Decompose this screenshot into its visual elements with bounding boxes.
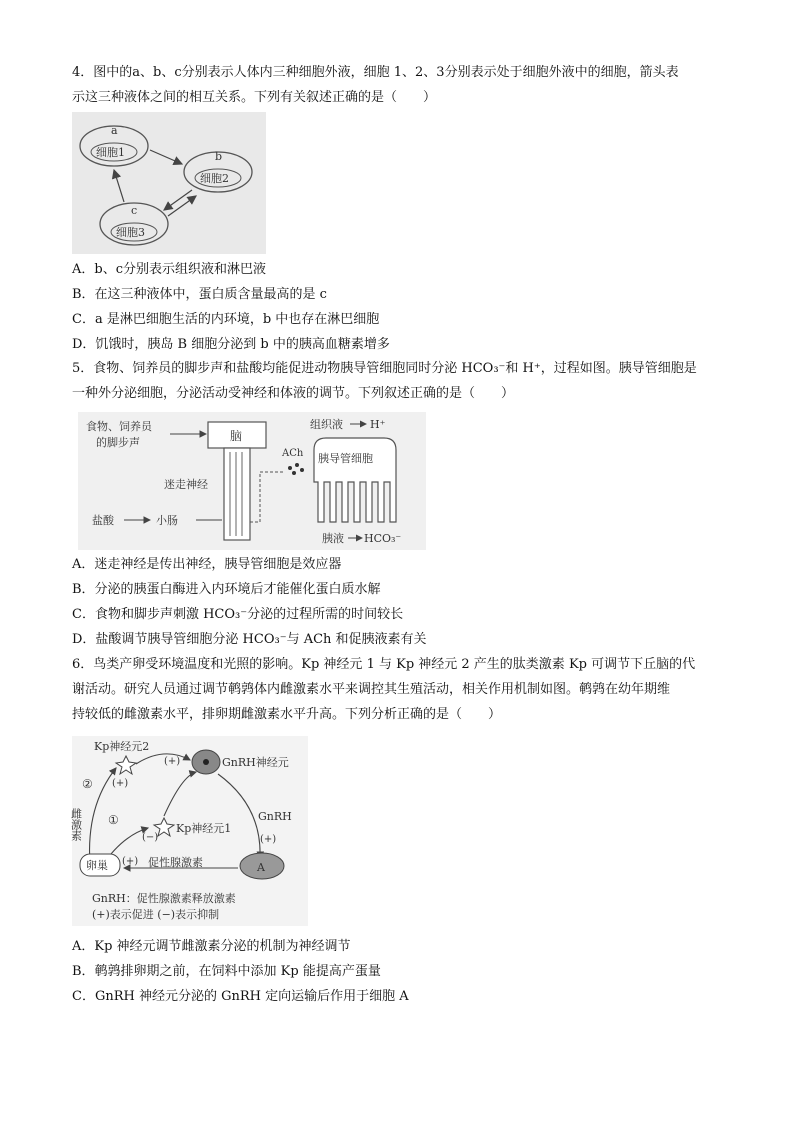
q6-label-estrogen: 雌激素: [69, 808, 83, 841]
q4-stem-line2: 示这三种液体之间的相互关系。下列有关叙述正确的是（ ）: [72, 90, 437, 105]
q4-label-cell3: 细胞3: [116, 226, 145, 239]
q6-stem-line2: 谢活动。研究人员通过调节鹌鹑体内雌激素水平来调控其生殖活动，相关作用机制如图。鹌鹑在幼年期维: [72, 682, 671, 697]
q6-label-gnrh: GnRH: [258, 810, 292, 823]
q5-stem-line1: 5．食物、饲养员的脚步声和盐酸均能促进动物胰导管细胞同时分泌 HCO₃⁻和 H⁺，过程如图。胰导管细胞是: [72, 361, 697, 376]
q6-stem-line1: 6．鸟类产卵受环境温度和光照的影响。Kp 神经元 1 与 Kp 神经元 2 产生的肽类激素 Kp 可调节下丘脑的代: [72, 657, 696, 672]
q5-label-pancreatic-juice: 胰液: [322, 532, 344, 545]
q6-label-a: A: [257, 861, 265, 874]
q5-option-a: A．迷走神经是传出神经，胰导管细胞是效应器: [72, 557, 342, 572]
q4-label-cell1: 细胞1: [96, 146, 125, 159]
q6-plus-kp2: (+): [112, 778, 129, 789]
q6-plus-gnrh: (+): [164, 756, 181, 767]
q6-label-kp1: Kp神经元1: [176, 822, 232, 835]
q6-plus-ovary: (+): [122, 856, 139, 867]
q6-option-a: A．Kp 神经元调节雌激素分泌的机制为神经调节: [72, 939, 351, 954]
q6-circle1: ①: [108, 813, 119, 827]
q4-label-cell2: 细胞2: [200, 172, 229, 185]
q4-figure: [72, 112, 266, 254]
q4-option-a: A．b、c分别表示组织液和淋巴液: [72, 262, 266, 277]
q5-label-duct-cell: 胰导管细胞: [318, 452, 373, 465]
q6-stem-line3: 持较低的雌激素水平，排卵期雌激素水平升高。下列分析正确的是（ ）: [72, 707, 502, 722]
q5-option-c: C．食物和脚步声刺激 HCO₃⁻分泌的过程所需的时间较长: [72, 607, 404, 622]
q4-option-d: D．饥饿时，胰岛 B 细胞分泌到 b 中的胰高血糖素增多: [72, 337, 390, 352]
q5-label-vagus: 迷走神经: [164, 478, 208, 491]
q5-label-tissue-fluid: 组织液: [310, 418, 343, 431]
q4-label-a: a: [111, 124, 118, 137]
q6-label-kp2: Kp神经元2: [94, 740, 150, 753]
q5-label-food-l2: 的脚步声: [96, 436, 140, 449]
q5-option-b: B．分泌的胰蛋白酶进入内环境后才能催化蛋白质水解: [72, 582, 381, 597]
q6-label-gonadotropin: 促性腺激素: [148, 856, 203, 869]
q5-label-ach: ACh: [282, 448, 304, 459]
q6-label-ovary: 卵巢: [86, 859, 108, 872]
q4-stem-line1: 4．图中的a、b、c分别表示人体内三种细胞外液，细胞 1、2、3分别表示处于细胞外液中的细胞，箭头表: [72, 65, 679, 80]
q6-option-b: B．鹌鹑排卵期之前，在饲料中添加 Kp 能提高产蛋量: [72, 964, 381, 979]
q5-label-food-l1: 食物、饲养员: [86, 420, 152, 433]
q4-option-c: C．a 是淋巴细胞生活的内环境，b 中也存在淋巴细胞: [72, 312, 380, 327]
q4-label-c: c: [131, 204, 138, 217]
q6-circle2: ②: [82, 777, 93, 791]
q5-label-hcl: 盐酸: [92, 514, 114, 527]
q6-figure: [69, 736, 308, 926]
q6-minus-kp1: (−): [142, 832, 159, 843]
q4-label-b: b: [215, 150, 223, 163]
q4-option-b: B．在这三种液体中，蛋白质含量最高的是 c: [72, 287, 327, 302]
q5-label-h-ion: H⁺: [370, 418, 386, 431]
q6-note-line1: GnRH：促性腺激素释放激素: [92, 892, 236, 905]
q5-label-intestine: 小肠: [156, 514, 178, 527]
q5-option-d: D．盐酸调节胰导管细胞分泌 HCO₃⁻与 ACh 和促胰液素有关: [72, 632, 427, 647]
q6-label-gnrh-neuron: GnRH神经元: [222, 756, 289, 769]
q5-label-hco3: HCO₃⁻: [364, 532, 402, 545]
q5-label-brain: 脑: [230, 429, 243, 443]
q5-stem-line2: 一种外分泌细胞，分泌活动受神经和体液的调节。下列叙述正确的是（ ）: [72, 386, 515, 401]
q6-option-c: C．GnRH 神经元分泌的 GnRH 定向运输后作用于细胞 A: [72, 989, 409, 1004]
q6-plus-a: (+): [260, 834, 277, 845]
q6-note-line2: (+)表示促进 (−)表示抑制: [92, 908, 220, 921]
q5-figure: [78, 412, 426, 550]
